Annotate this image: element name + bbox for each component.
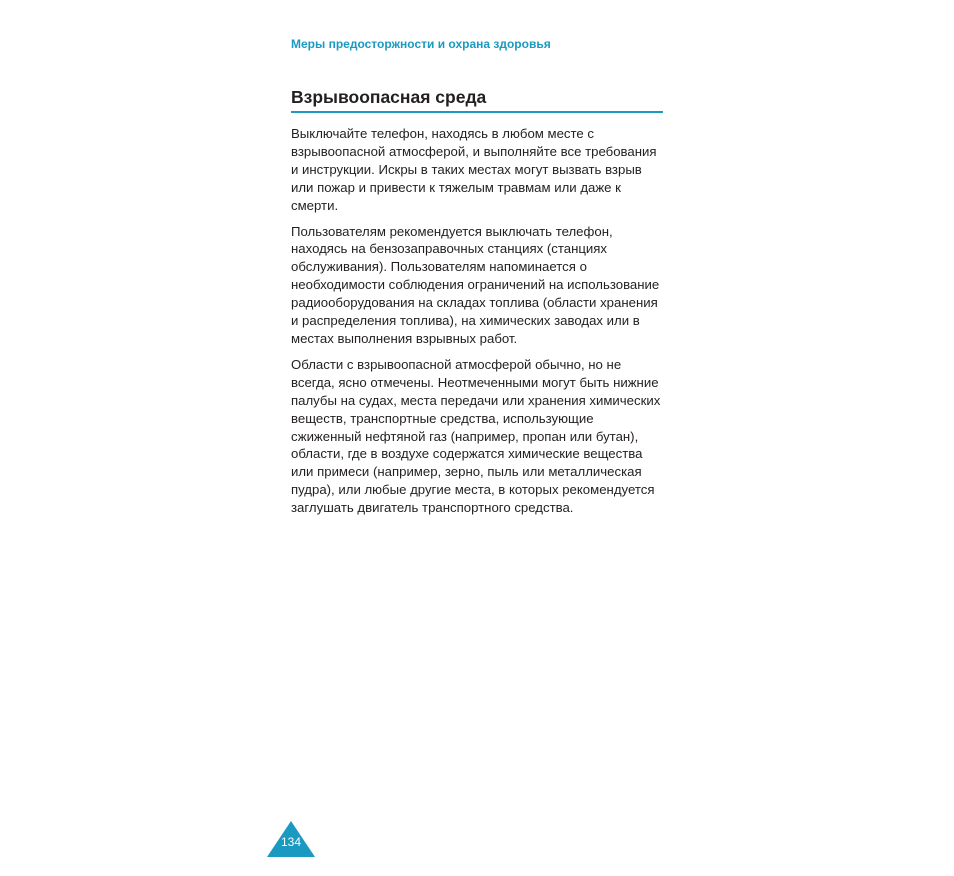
section-title: Взрывоопасная среда xyxy=(291,86,663,113)
running-header: Меры предосторжности и охрана здоровья xyxy=(291,37,551,51)
section-body xyxy=(291,125,665,525)
page-number: 134 xyxy=(280,835,302,849)
page-number-badge xyxy=(267,821,315,857)
paragraph-1: Выключайте телефон, находясь в любом месте с взрывоопасной атмосферой, и выполняйте все требования и инструкции. Искры в таких местах могут вызвать взрыв или пожар и привести к тяжелым травмам или даже к смерти. xyxy=(291,126,657,213)
paragraph-3: Области с взрывоопасной атмосферой обычно, но не всегда, ясно отмечены. Неотмеченными могут быть нижние палубы на судах, места передачи или хранения химических веществ, транспортные средства, использующие сжиженный нефтяной газ (например, пропан или бутан), области, где в воздухе содержатся химические вещества или примеси (например, зерно, пыль или металлическая пудра), или любые другие места, в которых рекомендуется заглушать двигатель транспортного средства. xyxy=(291,356,661,516)
paragraph-2: Пользователям рекомендуется выключать телефон, находясь на бензозаправочных станциях (станциях обслуживания). Пользователям напоминается о необходимости соблюдения ограничений на использование радиооборудования на складах топлива (области хранения и распределения топлива), на химических заводах или в местах выполнения взрывных работ. xyxy=(291,223,660,346)
